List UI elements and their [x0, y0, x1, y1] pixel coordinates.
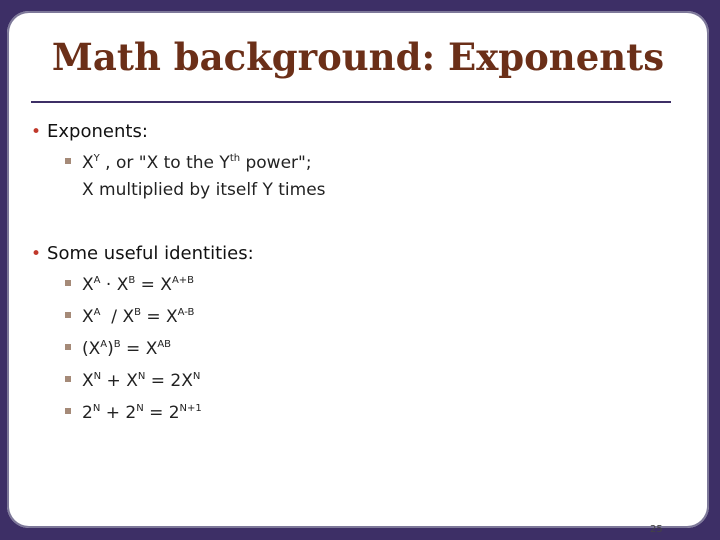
slide-title: Math background: Exponents — [51, 35, 665, 79]
identity-base: · X — [100, 275, 129, 295]
identity-base: X — [82, 371, 94, 391]
bullet-identities — [31, 243, 254, 264]
square-bullet-icon — [65, 408, 71, 414]
definition-line-2: X multiplied by itself Y times — [82, 180, 326, 200]
identity-base: = X — [140, 307, 178, 327]
square-bullet-icon — [65, 376, 71, 382]
identity-exponent: A — [93, 307, 101, 318]
identity-exponent: A-B — [177, 307, 195, 318]
identity-base: = X — [135, 275, 172, 295]
identity-item — [65, 307, 194, 327]
identity-exponent: N — [137, 371, 146, 382]
definition-sup-y: Y — [93, 153, 100, 164]
definition-text-a: , or "X to the Y — [99, 153, 230, 173]
square-bullet-icon — [65, 158, 71, 164]
identity-base: = 2 — [143, 403, 180, 423]
page-number: 25 — [650, 524, 663, 535]
sub-bullet-definition — [65, 153, 312, 173]
identity-exponent: N — [92, 403, 101, 414]
identity-exponent: N+1 — [179, 403, 202, 414]
definition-sup-th: th — [229, 153, 241, 164]
square-bullet-icon — [65, 280, 71, 286]
identity-exponent: B — [113, 339, 121, 350]
bullet-label: Exponents: — [47, 121, 148, 142]
bullet-exponents — [31, 121, 148, 142]
identity-item — [65, 275, 194, 295]
slide — [7, 11, 709, 528]
square-bullet-icon — [65, 312, 71, 318]
identity-exponent: A+B — [171, 275, 195, 286]
bullet-dot-icon: • — [31, 122, 42, 142]
identity-base: + X — [101, 371, 138, 391]
identity-base: 2 — [82, 403, 93, 423]
definition-text-b: power"; — [240, 153, 312, 173]
identity-exponent: N — [136, 403, 144, 414]
bullet-label: Some useful identities: — [47, 243, 254, 264]
identity-base: / X — [100, 307, 135, 327]
identity-exponent: B — [128, 275, 136, 286]
title-divider — [31, 101, 671, 103]
identity-exponent: N — [192, 371, 201, 382]
definition-x: X — [82, 153, 94, 173]
identity-exponent: A — [93, 275, 101, 286]
identity-base: (X — [82, 339, 101, 359]
identity-exponent: B — [134, 307, 141, 318]
identity-base: ) — [107, 339, 114, 359]
identity-item — [65, 339, 171, 359]
identity-base: = X — [120, 339, 158, 359]
identity-base: X — [82, 307, 94, 327]
identity-item — [65, 371, 200, 391]
identity-exponent: AB — [157, 339, 172, 350]
identity-base: = 2X — [145, 371, 193, 391]
identity-base: X — [82, 275, 94, 295]
bullet-dot-icon: • — [31, 244, 42, 264]
identity-exponent: N — [93, 371, 102, 382]
identity-exponent: A — [100, 339, 108, 350]
identity-base: + 2 — [100, 403, 137, 423]
identity-item — [65, 403, 202, 423]
square-bullet-icon — [65, 344, 71, 350]
